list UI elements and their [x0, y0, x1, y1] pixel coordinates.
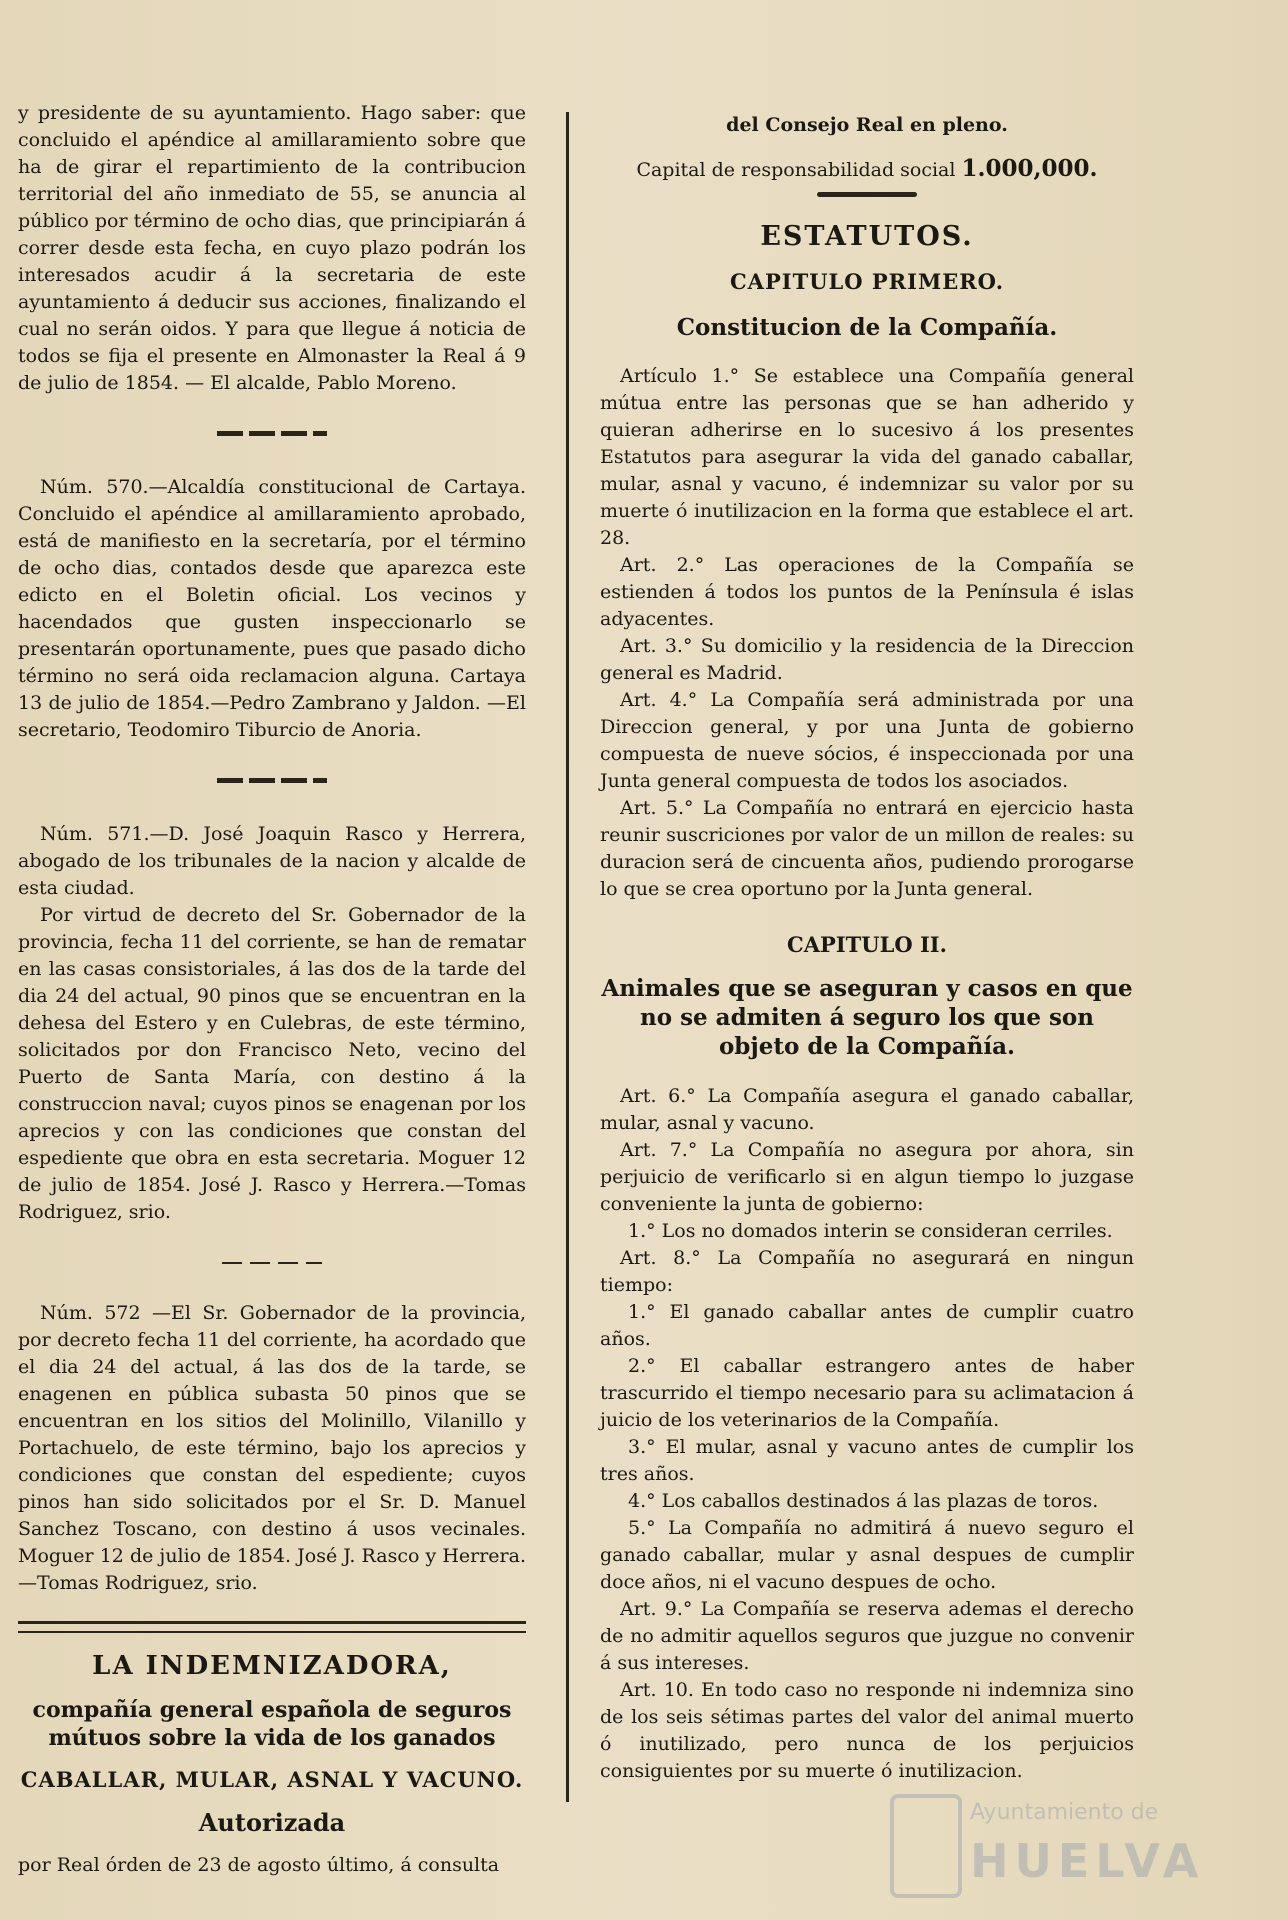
article-8-item-5: 5.° La Compañía no admitirá á nuevo seguro el ganado caballar, mular y asnal despues de cumplir doce años, ni el vacuno despues de ocho.: [600, 1517, 1134, 1593]
article-8-item-1: 1.° El ganado caballar antes de cumplir cuatro años.: [600, 1301, 1134, 1350]
notice-571-body: Por virtud de decreto del Sr. Gobernador de la provincia, fecha 11 del corriente, se han de rematar en las casas consistoriales, á las dos de la tarde del dia 24 del actual, 90 pinos que se encuentran en la dehesa del Estero y en Culebras, de este término, solicitados por don Francisco Neto, vecino del Puerto de Santa María, con destino á la construccion naval; cuyos pinos se enagenan por los aprecios y con las condiciones que constan del espediente que obra en esta secretaria. Moguer 12 de julio de 1854. José J. Rasco y Herrera.—Tomas Rodriguez, srio.: [18, 904, 526, 1223]
article-3: Art. 3.° Su domicilio y la residencia de la Direccion general es Madrid.: [600, 635, 1134, 684]
separator-double-rule: [18, 1621, 526, 1633]
chapter-2-title: Animales que se aseguran y casos en que no se admiten á seguro los que son objeto de la Compañía.: [601, 975, 1133, 1060]
authorized-heading: Autorizada: [198, 1808, 346, 1837]
almonaster-notice: y presidente de su ayuntamiento. Hago saber: que concluido el apéndice al amillaramiento sobre que ha de girar el repartimiento de la contribucion territorial del año inmediato de 55, se anuncia al público por término de ocho dias, que principiarán á correr desde esta fecha, en cuyo plazo podrán los interesados acudir á la secretaria de este ayuntamiento á deducir sus acciones, finalizando el cual no serán oidos. Y para que llegue á noticia de todos se fija el presente en Almonaster la Real á 9 de julio de 1854. — El alcalde, Pablo Moreno.: [18, 102, 526, 394]
article-5: Art. 5.° La Compañía no entrará en ejercicio hasta reunir suscriciones por valor de un millon de reales: su duracion será de cincuenta años, pudiendo prorogarse lo que se crea oportuno por la Junta general.: [600, 797, 1134, 900]
notice-571-heading: Núm. 571.—D. José Joaquin Rasco y Herrera, abogado de los tribunales de la nacion y alcalde de esta ciudad.: [18, 823, 526, 899]
capital-amount: 1.000,000.: [961, 155, 1098, 182]
article-7-item-1: 1.° Los no domados interin se consideran cerriles.: [628, 1220, 1113, 1242]
capital-line: [600, 155, 1134, 184]
article-8: Art. 8.° La Compañía no asegurará en ningun tiempo:: [600, 1247, 1134, 1296]
capital-label: Capital de responsabilidad social: [636, 159, 956, 181]
article-4: Art. 4.° La Compañía será administrada por una Direccion general, y por una Junta de gobierno compuesta de nueve sócios, é inspeccionada por una Junta general compuesta de todos los asociados.: [600, 689, 1134, 792]
separator-thin: [222, 1262, 322, 1264]
left-column: [18, 100, 526, 1879]
separator-ornament: [217, 431, 327, 436]
livestock-types: CABALLAR, MULAR, ASNAL Y VACUNO.: [20, 1767, 524, 1792]
article-7: Art. 7.° La Compañía no asegura por ahora, sin perjuicio de verificarlo si en algun tiempo lo juzgase conveniente la junta de gobierno:: [600, 1139, 1134, 1215]
company-title: LA INDEMNIZADORA,: [92, 1651, 452, 1681]
notice-570: Núm. 570.—Alcaldía constitucional de Cartaya. Concluido el apéndice al amillaramiento aprobado, está de manifiesto en la secretaría, por el término de ocho dias, contados desde que aparezca este edicto en el Boletin oficial. Los vecinos y hacendados que gusten inspeccionarlo se presentarán oportunamente, pues que pasado dicho término no será oida reclamacion alguna. Cartaya 13 de julio de 1854.—Pedro Zambrano y Jaldon. —El secretario, Teodomiro Tiburcio de Anoria.: [18, 476, 526, 741]
council-line: del Consejo Real en pleno.: [726, 114, 1008, 136]
chapter-2-heading: CAPITULO II.: [787, 932, 947, 957]
notice-572: Núm. 572 —El Sr. Gobernador de la provincia, por decreto fecha 11 del corriente, ha acordado que el dia 24 del actual, á las dos de la tarde, se enagenen en pública subasta 50 pinos que se encuentran en los sitios del Molinillo, Vilanillo y Portachuelo, de este término, bajo los aprecios y condiciones que constan del espediente; cuyos pinos han sido solicitados por el Sr. D. Manuel Sanchez Toscano, con destino á usos vecinales. Moguer 12 de julio de 1854. José J. Rasco y Herrera. —Tomas Rodriguez, srio.: [18, 1302, 526, 1594]
article-6: Art. 6.° La Compañía asegura el ganado caballar, mular, asnal y vacuno.: [600, 1085, 1134, 1134]
article-10: Art. 10. En todo caso no responde ni indemniza sino de los seis sétimas partes del valor del animal muerto ó inutilizado, pero nunca de los perjuicios consiguientes por su muerte ó inutilizacion.: [600, 1679, 1134, 1782]
statutes-heading: ESTATUTOS.: [760, 221, 974, 252]
city-shield-icon: [890, 1794, 962, 1898]
article-9: Art. 9.° La Compañía se reserva ademas el derecho de no admitir aquellos seguros que juzgue no convenir á sus intereses.: [600, 1598, 1134, 1674]
article-2: Art. 2.° Las operaciones de la Compañía se estienden á todos los puntos de la Península é islas adyacentes.: [600, 554, 1134, 630]
separator-ornament: [217, 778, 327, 783]
right-column: [600, 112, 1134, 1785]
chapter-1-title: Constitucion de la Compañía.: [676, 314, 1058, 341]
article-8-item-4: 4.° Los caballos destinados á las plazas de toros.: [628, 1490, 1099, 1512]
column-rule: [566, 112, 569, 1802]
authorized-text: por Real órden de 23 de agosto último, á consulta: [18, 1854, 500, 1876]
huelva-watermark: [890, 1790, 1250, 1900]
separator-ornament: [817, 192, 917, 197]
chapter-1-heading: CAPITULO PRIMERO.: [729, 269, 1005, 294]
watermark-line-2: HUELVA: [970, 1834, 1205, 1888]
article-8-item-2: 2.° El caballar estrangero antes de haber trascurrido el tiempo necesario para su aclimatacion á juicio de los veterinarios de la Compañía.: [600, 1355, 1134, 1431]
article-8-item-3: 3.° El mular, asnal y vacuno antes de cumplir los tres años.: [600, 1436, 1134, 1485]
watermark-line-1: Ayuntamiento de: [970, 1800, 1159, 1825]
article-1: Artículo 1.° Se establece una Compañía general mútua entre las personas que se han adherido y quieran adherirse en lo sucesivo á los presentes Estatutos para asegurar la vida del ganado caballar, mular, asnal y vacuno, é indemnizar su valor por su muerte ó inutilizacion en la forma que establece el art. 28.: [600, 365, 1134, 549]
company-subtitle: compañía general española de seguros mútuos sobre la vida de los ganados: [32, 1697, 512, 1751]
